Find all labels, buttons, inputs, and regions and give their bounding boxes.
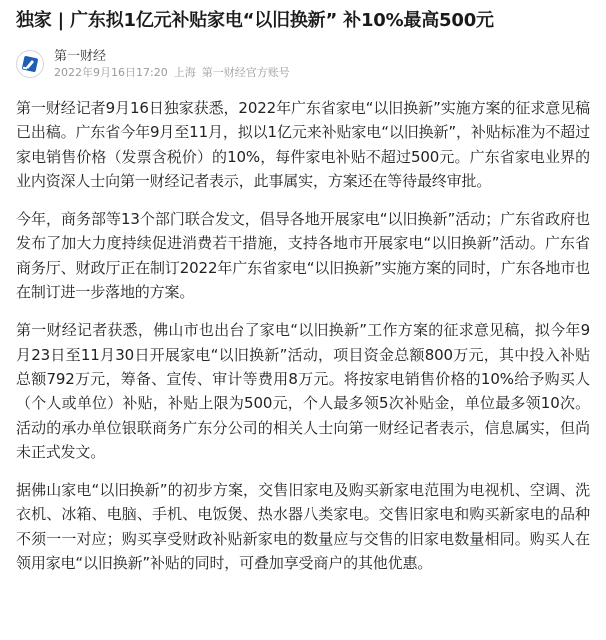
yicai-logo-icon	[20, 54, 40, 74]
article-paragraph: 第一财经记者获悉，佛山市也出台了家电“以旧换新”工作方案的征求意见稿，拟今年9月23日至11月30日开展家电“以旧换新”活动，项目资金总额800万元，其中投入补贴总额792万元，筹备、宣传、审计等费用8万元。将按家电销售价格的10%给予购买人（个人或单位）补贴，补贴上限为500元，个人最多领5次补贴金，单位最多领10次。活动的承办单位银联商务广东分公司的相关人士向第一财经记者表示，信息属实，但尚未正式发文。	[16, 321, 590, 461]
article-paragraph: 第一财经记者9月16日独家获悉，2022年广东省家电“以旧换新”实施方案的征求意见稿已出稿。广东省今年9月至11月，拟以1亿元来补贴家电“以旧换新”，补贴标准为不超过家电销售价格（发票含税价）的10%，每件家电补贴不超过500元。广东省家电业界的业内资深人士向第一财经记者表示，此事属实，方案还在等待最终审批。	[16, 99, 590, 190]
article-meta	[54, 65, 290, 80]
article-paragraph: 据佛山家电“以旧换新”的初步方案，交售旧家电及购买新家电范围为电视机、空调、洗衣机、冰箱、电脑、手机、电饭煲、热水器八类家电。交售旧家电和购买新家电的品种不须一一对应；购买享受财政补贴新家电的数量应与交售的旧家电数量相同。购买人在领用家电“以旧换新”补贴的同时，可叠加享受商户的其他优惠。	[16, 481, 590, 573]
byline-text	[54, 48, 290, 80]
publish-datetime: 2022年9月16日17:20	[54, 66, 168, 79]
byline	[16, 46, 590, 82]
source-name[interactable]: 第一财经	[54, 49, 107, 64]
article-body	[16, 96, 590, 575]
article-paragraph: 今年，商务部等13个部门联合发文，倡导各地开展家电“以旧换新”活动；广东省政府也发布了加大力度持续促进消费若干措施，支持各地市开展家电“以旧换新”活动。广东省商务厅、财政厅正在制订2022年广东省家电“以旧换新”实施方案的同时，广东各地市也在制订进一步落地的方案。	[16, 210, 590, 302]
article-title: 独家 | 广东拟1亿元补贴家电“以旧换新” 补10%最高500元	[16, 10, 494, 31]
account-type: 第一财经官方账号	[201, 66, 290, 79]
publish-location: 上海	[173, 66, 196, 79]
source-avatar[interactable]	[16, 50, 44, 78]
